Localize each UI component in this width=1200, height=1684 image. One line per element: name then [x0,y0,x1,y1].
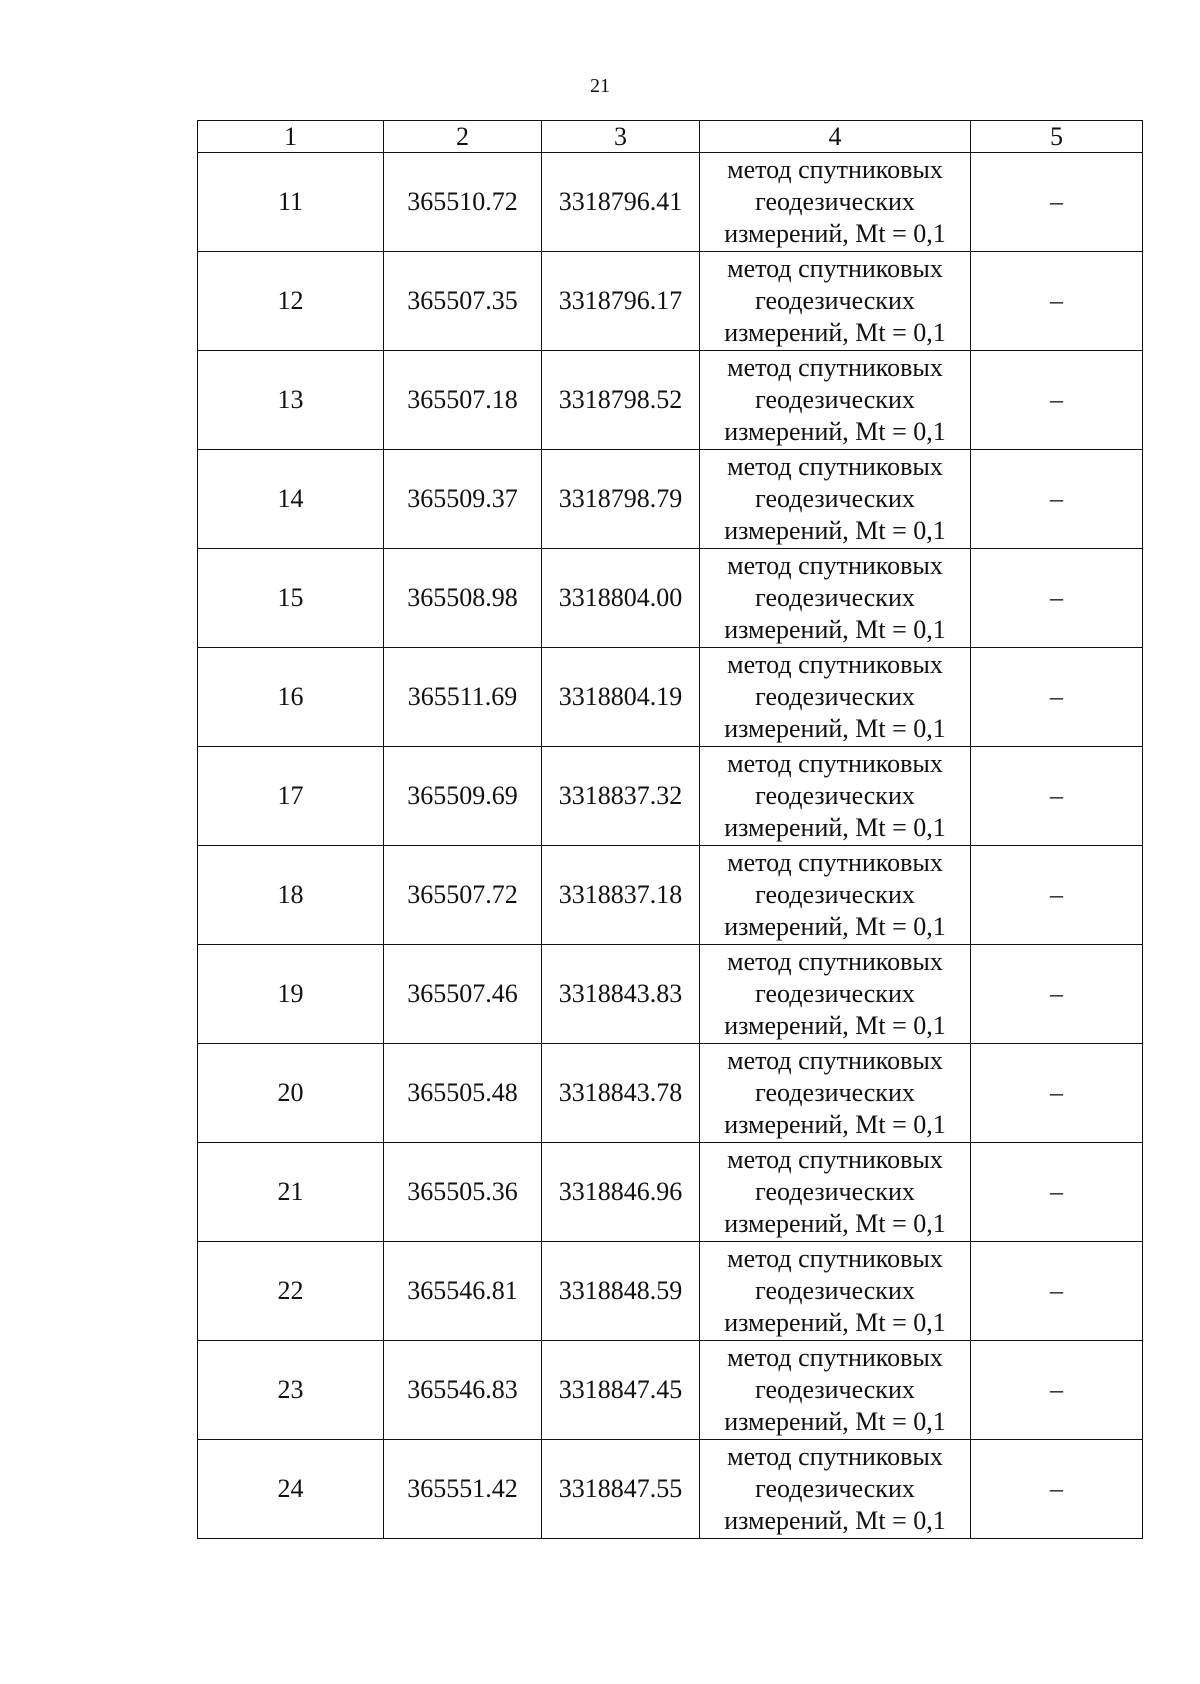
method-line: геодезических [755,1375,915,1404]
method-line: измерений, Mt = 0,1 [724,1011,946,1040]
method-line: измерений, Mt = 0,1 [724,1506,946,1535]
point-number-cell: 14 [198,450,384,549]
y-coordinate-cell: 3318846.96 [542,1143,700,1242]
x-coordinate-cell: 365507.72 [384,846,542,945]
method-line: геодезических [755,1078,915,1107]
method-line: метод спутниковых [727,650,943,679]
point-number-cell: 18 [198,846,384,945]
x-coordinate-cell: 365507.18 [384,351,542,450]
y-coordinate-cell: 3318798.52 [542,351,700,450]
method-line: измерений, Mt = 0,1 [724,813,946,842]
method-cell [700,1044,971,1143]
method-cell [700,450,971,549]
method-line: метод спутниковых [727,1145,943,1174]
y-coordinate-cell: 3318847.45 [542,1341,700,1440]
y-coordinate-cell: 3318796.41 [542,153,700,252]
point-number-cell: 23 [198,1341,384,1440]
table-row [198,549,1143,648]
method-cell [700,153,971,252]
table-row [198,153,1143,252]
method-cell [700,549,971,648]
column-header-1: 1 [198,121,384,153]
x-coordinate-cell: 365546.81 [384,1242,542,1341]
method-line: метод спутниковых [727,353,943,382]
table-row [198,648,1143,747]
note-cell: – [971,648,1143,747]
method-line: измерений, Mt = 0,1 [724,1308,946,1337]
table-row [198,1242,1143,1341]
x-coordinate-cell: 365510.72 [384,153,542,252]
point-number-cell: 11 [198,153,384,252]
method-line: измерений, Mt = 0,1 [724,1407,946,1436]
method-line: геодезических [755,1276,915,1305]
table-row [198,252,1143,351]
note-cell: – [971,549,1143,648]
y-coordinate-cell: 3318804.00 [542,549,700,648]
method-line: геодезических [755,286,915,315]
y-coordinate-cell: 3318796.17 [542,252,700,351]
y-coordinate-cell: 3318848.59 [542,1242,700,1341]
method-line: метод спутниковых [727,254,943,283]
note-cell: – [971,1341,1143,1440]
note-cell: – [971,747,1143,846]
method-cell [700,747,971,846]
point-number-cell: 13 [198,351,384,450]
method-line: измерений, Mt = 0,1 [724,1209,946,1238]
method-line: геодезических [755,1474,915,1503]
note-cell: – [971,1242,1143,1341]
note-cell: – [971,252,1143,351]
method-line: метод спутниковых [727,1244,943,1273]
method-line: метод спутниковых [727,1046,943,1075]
note-cell: – [971,1044,1143,1143]
column-header-2: 2 [384,121,542,153]
note-cell: – [971,1440,1143,1539]
method-line: метод спутниковых [727,749,943,778]
method-line: геодезических [755,583,915,612]
table-row [198,1044,1143,1143]
x-coordinate-cell: 365508.98 [384,549,542,648]
point-number-cell: 22 [198,1242,384,1341]
point-number-cell: 12 [198,252,384,351]
method-line: метод спутниковых [727,1343,943,1372]
x-coordinate-cell: 365509.69 [384,747,542,846]
y-coordinate-cell: 3318847.55 [542,1440,700,1539]
point-number-cell: 17 [198,747,384,846]
note-cell: – [971,450,1143,549]
table-row [198,945,1143,1044]
method-cell [700,846,971,945]
table-row [198,351,1143,450]
method-line: геодезических [755,1177,915,1206]
note-cell: – [971,153,1143,252]
method-cell [700,351,971,450]
x-coordinate-cell: 365505.36 [384,1143,542,1242]
method-line: геодезических [755,385,915,414]
x-coordinate-cell: 365551.42 [384,1440,542,1539]
y-coordinate-cell: 3318843.83 [542,945,700,1044]
column-header-4: 4 [700,121,971,153]
point-number-cell: 21 [198,1143,384,1242]
method-cell [700,1143,971,1242]
method-cell [700,1440,971,1539]
table-header-row [198,121,1143,153]
x-coordinate-cell: 365505.48 [384,1044,542,1143]
column-header-5: 5 [971,121,1143,153]
method-line: измерений, Mt = 0,1 [724,417,946,446]
method-line: метод спутниковых [727,551,943,580]
method-line: измерений, Mt = 0,1 [724,1110,946,1139]
table-row [198,1143,1143,1242]
method-line: измерений, Mt = 0,1 [724,219,946,248]
table-row [198,747,1143,846]
coordinates-table [197,120,1143,1539]
y-coordinate-cell: 3318837.32 [542,747,700,846]
y-coordinate-cell: 3318798.79 [542,450,700,549]
method-line: измерений, Mt = 0,1 [724,516,946,545]
method-line: геодезических [755,484,915,513]
method-cell [700,945,971,1044]
method-line: метод спутниковых [727,1442,943,1471]
method-line: метод спутниковых [727,155,943,184]
note-cell: – [971,1143,1143,1242]
point-number-cell: 15 [198,549,384,648]
x-coordinate-cell: 365546.83 [384,1341,542,1440]
method-line: измерений, Mt = 0,1 [724,318,946,347]
method-line: геодезических [755,682,915,711]
method-line: геодезических [755,781,915,810]
point-number-cell: 19 [198,945,384,1044]
note-cell: – [971,351,1143,450]
y-coordinate-cell: 3318843.78 [542,1044,700,1143]
method-line: измерений, Mt = 0,1 [724,912,946,941]
x-coordinate-cell: 365507.46 [384,945,542,1044]
method-line: геодезических [755,187,915,216]
table-row [198,450,1143,549]
column-header-3: 3 [542,121,700,153]
y-coordinate-cell: 3318804.19 [542,648,700,747]
method-line: метод спутниковых [727,848,943,877]
point-number-cell: 20 [198,1044,384,1143]
table-row [198,1440,1143,1539]
table-row [198,1341,1143,1440]
method-line: геодезических [755,979,915,1008]
method-cell [700,1341,971,1440]
method-line: геодезических [755,880,915,909]
y-coordinate-cell: 3318837.18 [542,846,700,945]
method-line: измерений, Mt = 0,1 [724,615,946,644]
method-line: метод спутниковых [727,452,943,481]
x-coordinate-cell: 365507.35 [384,252,542,351]
note-cell: – [971,945,1143,1044]
method-line: метод спутниковых [727,947,943,976]
table-row [198,846,1143,945]
x-coordinate-cell: 365511.69 [384,648,542,747]
note-cell: – [971,846,1143,945]
method-cell [700,1242,971,1341]
method-line: измерений, Mt = 0,1 [724,714,946,743]
point-number-cell: 24 [198,1440,384,1539]
point-number-cell: 16 [198,648,384,747]
page-number: 21 [590,75,610,97]
table-body [198,121,1143,1539]
method-cell [700,252,971,351]
method-cell [700,648,971,747]
x-coordinate-cell: 365509.37 [384,450,542,549]
